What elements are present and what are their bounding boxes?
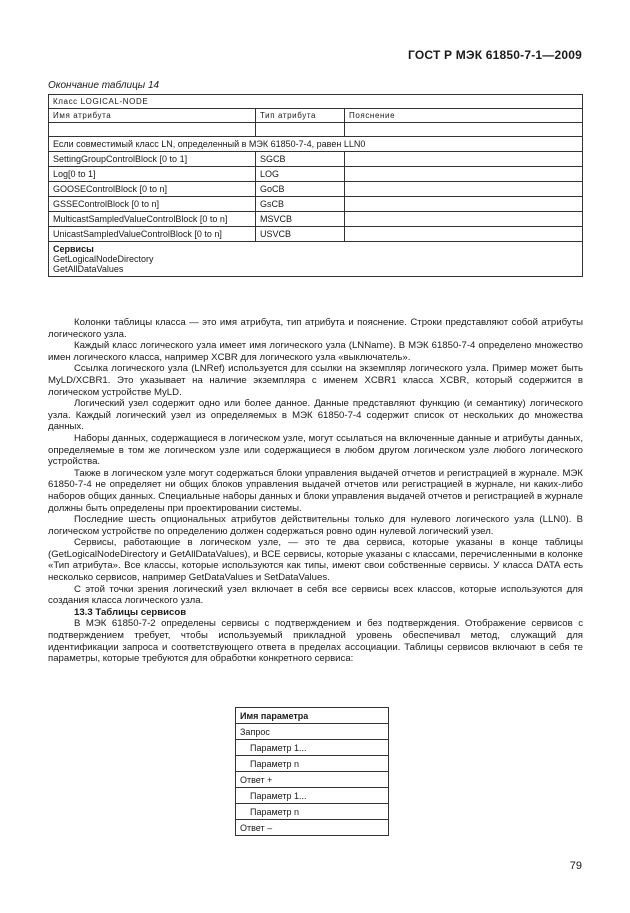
param-row bbox=[236, 788, 389, 804]
param-row bbox=[236, 724, 389, 740]
paragraph: В МЭК 61850-7-2 определены сервисы с подтверждением и без подтверждения. Отображение сервисов с подтверждением требует, чтобы используемый прикладной уровень обеспечивал метод, служащий для идентификации запроса и соответствующего ответа в пределах ассоциации. Таблицы сервисов включают в себя те параметры, которые требуются для обработки конкретного сервиса: bbox=[48, 618, 583, 665]
paragraph: Колонки таблицы класса — это имя атрибута, тип атрибута и пояснение. Строки представляют собой атрибуты логического узла. bbox=[48, 317, 583, 340]
param-cell: Ответ + bbox=[236, 772, 389, 788]
paragraph: Последние шесть опциональных атрибутов действительны только для нулевого логического узла (LLN0). В логическом устройстве по определению должен содержаться ровно один нулевой логический узел. bbox=[48, 514, 583, 537]
col-header-note: Пояснение bbox=[345, 109, 583, 123]
param-cell: Параметр 1... bbox=[236, 788, 389, 804]
table-row bbox=[49, 167, 583, 182]
page-number: 79 bbox=[569, 860, 582, 872]
table-row bbox=[49, 182, 583, 197]
attr-name: SettingGroupControlBlock [0 to 1] bbox=[49, 152, 256, 167]
document-header: ГОСТ Р МЭК 61850-7-1—2009 bbox=[408, 48, 582, 62]
attr-note bbox=[345, 197, 583, 212]
empty-row bbox=[49, 123, 583, 137]
attr-note bbox=[345, 182, 583, 197]
attr-type: MSVCB bbox=[256, 212, 345, 227]
attr-name: GSSEControlBlock [0 to n] bbox=[49, 197, 256, 212]
attr-note bbox=[345, 167, 583, 182]
paragraph: Сервисы, работающие в логическом узле, — это те два сервиса, которые указаны в конце таблицы (GetLogicalNodeDirectory и GetAllDataValues), и ВСЕ сервисы, которые указаны с классами, перечисленными в колонке «Тип атрибута». Все классы, которые используются как типы, имеют свои собственные сервисы. У класса DATA есть несколько сервисов, например GetDataValues и SetDataValues. bbox=[48, 537, 583, 584]
paragraph: Каждый класс логического узла имеет имя логического узла (LNName). В МЭК 61850-7-4 определено множество имен логического класса, например XCBR для логического узла «выключатель». bbox=[48, 340, 583, 363]
paragraph: Также в логическом узле могут содержаться блоки управления выдачей отчетов и регистрацией в журнале. МЭК 61850-7-4 не определяет ни общих блоков управления выдачей отчетов или регистрацией в журнале, ни каких-либо наборов общих данных. Специальные наборы данных и блоки управления выдачей отчетов и регистрацией в журнале должны быть определены при проектировании системы. bbox=[48, 467, 583, 514]
paragraph: Логический узел содержит одно или более данное. Данные представляют функцию (и семантику) логического узла. Каждый логический узел из определяемых в МЭК 61850-7-4 содержит список от нескольких до множества данных. bbox=[48, 398, 583, 433]
param-header-row bbox=[236, 708, 389, 724]
empty-cell bbox=[256, 123, 345, 137]
table-row bbox=[49, 212, 583, 227]
table-row bbox=[49, 197, 583, 212]
body-text bbox=[48, 317, 583, 665]
class-label: Класс LOGICAL-NODE bbox=[49, 95, 583, 109]
param-header: Имя параметра bbox=[236, 708, 389, 724]
attr-name: MulticastSampledValueControlBlock [0 to n] bbox=[49, 212, 256, 227]
param-row bbox=[236, 740, 389, 756]
lln0-condition-row bbox=[49, 137, 583, 152]
paragraph: С этой точки зрения логический узел включает в себя все сервисы всех классов, которые используются для создания класса логического узла. bbox=[48, 583, 583, 607]
attr-name: GOOSEControlBlock [0 to n] bbox=[49, 182, 256, 197]
param-cell: Параметр 1... bbox=[236, 740, 389, 756]
class-row bbox=[49, 95, 583, 109]
attr-note bbox=[345, 152, 583, 167]
param-cell: Ответ – bbox=[236, 820, 389, 836]
section-heading: 13.3 Таблицы сервисов bbox=[74, 606, 187, 618]
attr-name: UnicastSampledValueControlBlock [0 to n] bbox=[49, 227, 256, 242]
col-header-attr-type: Тип атрибута bbox=[256, 109, 345, 123]
lln0-condition: Если совместимый класс LN, определенный в МЭК 61850-7-4, равен LLN0 bbox=[49, 137, 583, 152]
attr-type: USVCB bbox=[256, 227, 345, 242]
parameter-table bbox=[235, 707, 389, 836]
empty-cell bbox=[345, 123, 583, 137]
param-row bbox=[236, 804, 389, 820]
service-item: GetLogicalNodeDirectory bbox=[53, 254, 154, 264]
attr-type: GsCB bbox=[256, 197, 345, 212]
param-cell: Параметр n bbox=[236, 804, 389, 820]
logical-node-class-table bbox=[48, 94, 583, 277]
param-row bbox=[236, 820, 389, 836]
services-title: Сервисы bbox=[53, 244, 94, 254]
empty-cell bbox=[49, 123, 256, 137]
attr-note bbox=[345, 212, 583, 227]
param-cell: Запрос bbox=[236, 724, 389, 740]
paragraph: Наборы данных, содержащиеся в логическом узле, могут ссылаться на включенные данные и атрибуты данных, определяемые в том же логическом узле или содержащиеся в любом другом логическом узле любого логического устройства. bbox=[48, 432, 583, 468]
services-row bbox=[49, 242, 583, 277]
column-header-row bbox=[49, 109, 583, 123]
service-item: GetAllDataValues bbox=[53, 264, 124, 274]
attr-type: SGCB bbox=[256, 152, 345, 167]
services-cell bbox=[49, 242, 583, 277]
attr-note bbox=[345, 227, 583, 242]
table-row bbox=[49, 227, 583, 242]
attr-type: LOG bbox=[256, 167, 345, 182]
table-caption: Окончание таблицы 14 bbox=[48, 80, 160, 91]
param-cell: Параметр n bbox=[236, 756, 389, 772]
param-row bbox=[236, 772, 389, 788]
param-row bbox=[236, 756, 389, 772]
table-row bbox=[49, 152, 583, 167]
col-header-attr-name: Имя атрибута bbox=[49, 109, 256, 123]
attr-name: Log[0 to 1] bbox=[49, 167, 256, 182]
paragraph: Ссылка логического узла (LNRef) используется для ссылки на экземпляр логического узла. Пример может быть MyLD/XCBR1. Это указывает на наличие экземпляра с именем XCBR1 класса XCBR, который содержится в логическом устройстве MyLD. bbox=[48, 363, 583, 398]
attr-type: GoCB bbox=[256, 182, 345, 197]
